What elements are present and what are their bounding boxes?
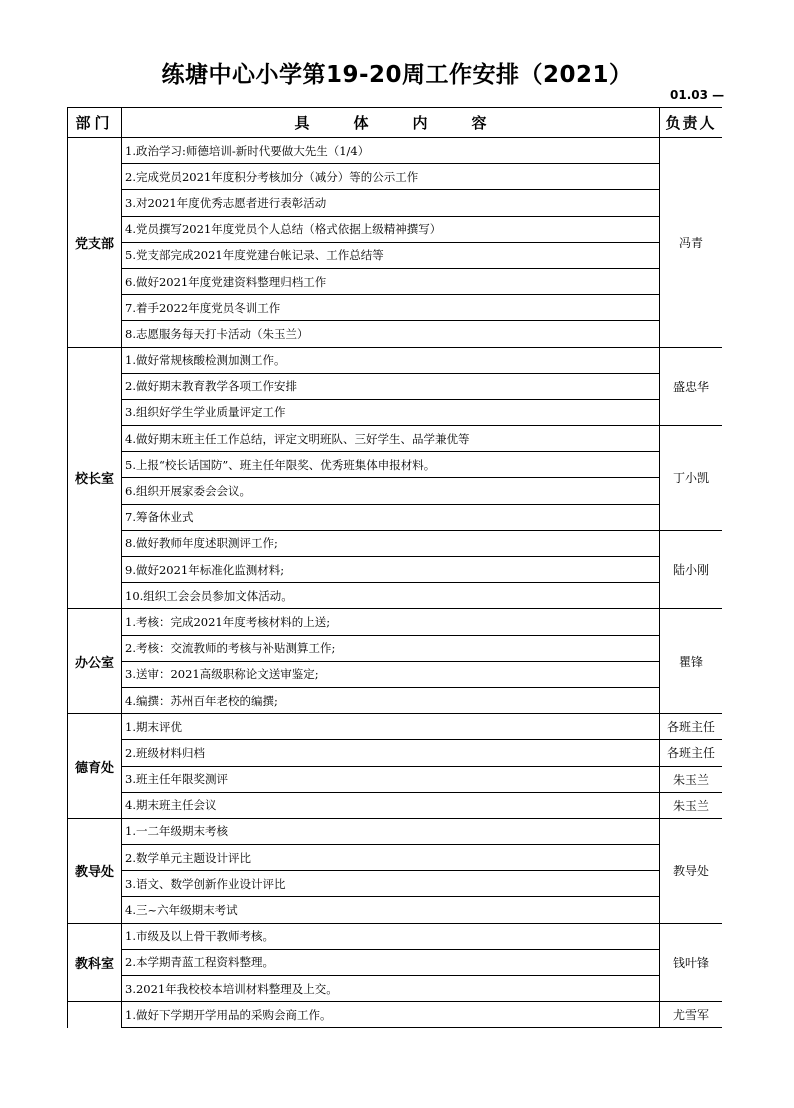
owner-cell: 教导处 [660, 819, 722, 924]
department-cell: 教科室 [68, 924, 122, 1003]
task-item: 7.筹备休业式 [122, 505, 660, 531]
task-item: 4.做好期末班主任工作总结，评定文明班队、三好学生、品学兼优等 [122, 426, 660, 452]
task-item: 3.组织好学生学业质量评定工作 [122, 400, 660, 426]
task-item: 5.上报“校长话国防”、班主任年限奖、优秀班集体申报材料。 [122, 452, 660, 478]
task-item: 1.做好下学期开学用品的采购会商工作。 [122, 1002, 660, 1028]
owner-cell: 钱叶锋 [660, 924, 722, 1003]
schedule-table [67, 107, 722, 1028]
task-item: 6.做好2021年度党建资料整理归档工作 [122, 269, 660, 295]
header-owner: 负责人 [660, 108, 722, 138]
task-item: 2.数学单元主题设计评比 [122, 845, 660, 871]
owner-cell: 盛忠华 [660, 348, 722, 427]
task-item: 3.2021年我校校本培训材料整理及上交。 [122, 976, 660, 1002]
task-item: 8.做好教师年度述职测评工作; [122, 531, 660, 557]
task-item: 9.做好2021年标准化监测材料; [122, 557, 660, 583]
department-cell: 办公室 [68, 609, 122, 714]
owner-cell: 尤雪军 [660, 1002, 722, 1028]
task-item: 1.期末评优 [122, 714, 660, 740]
schedule-sheet [67, 107, 722, 1108]
owner-cell: 陆小刚 [660, 531, 722, 610]
task-item: 4.编撰：苏州百年老校的编撰; [122, 688, 660, 714]
task-item: 3.对2021年度优秀志愿者进行表彰活动 [122, 190, 660, 216]
header-department: 部门 [68, 108, 122, 138]
owner-cell: 丁小凯 [660, 426, 722, 531]
task-item: 2.做好期末教育教学各项工作安排 [122, 374, 660, 400]
department-cell: 德育处 [68, 714, 122, 819]
task-item: 7.着手2022年度党员冬训工作 [122, 295, 660, 321]
task-item: 3.班主任年限奖测评 [122, 767, 660, 793]
header-content: 具体内容 [122, 108, 660, 138]
task-item: 1.考核：完成2021年度考核材料的上送; [122, 609, 660, 635]
department-cell: 校长室 [68, 348, 122, 610]
task-item: 1.做好常规核酸检测加测工作。 [122, 348, 660, 374]
task-item: 4.期末班主任会议 [122, 793, 660, 819]
owner-cell: 朱玉兰 [660, 793, 722, 819]
task-item: 3.语文、数学创新作业设计评比 [122, 871, 660, 897]
owner-cell: 朱玉兰 [660, 767, 722, 793]
page-title: 练塘中心小学第19-20周工作安排（2021） [161, 62, 633, 88]
task-item: 1.政治学习:师德培训-新时代要做大先生（1/4） [122, 138, 660, 164]
date-range: 01.03 — [670, 88, 725, 102]
department-cell: 教导处 [68, 819, 122, 924]
task-item: 2.考核：交流教师的考核与补贴测算工作; [122, 636, 660, 662]
department-cell: 党支部 [68, 138, 122, 348]
task-item: 5.党支部完成2021年度党建台帐记录、工作总结等 [122, 243, 660, 269]
department-cell [68, 1002, 122, 1028]
owner-cell: 各班主任 [660, 714, 722, 740]
task-item: 2.班级材料归档 [122, 740, 660, 766]
task-item: 3.送审：2021高级职称论文送审鉴定; [122, 662, 660, 688]
task-item: 6.组织开展家委会会议。 [122, 478, 660, 504]
task-item: 4.三~六年级期末考试 [122, 897, 660, 923]
task-item: 4.党员撰写2021年度党员个人总结（格式依据上级精神撰写） [122, 217, 660, 243]
task-item: 8.志愿服务每天打卡活动（朱玉兰） [122, 321, 660, 347]
task-item: 10.组织工会会员参加文体活动。 [122, 583, 660, 609]
task-item: 2.本学期青蓝工程资料整理。 [122, 950, 660, 976]
owner-cell: 瞿锋 [660, 609, 722, 714]
task-item: 2.完成党员2021年度积分考核加分（减分）等的公示工作 [122, 164, 660, 190]
owner-cell: 冯青 [660, 138, 722, 348]
owner-cell: 各班主任 [660, 740, 722, 766]
task-item: 1.市级及以上骨干教师考核。 [122, 924, 660, 950]
task-item: 1.一二年级期末考核 [122, 819, 660, 845]
